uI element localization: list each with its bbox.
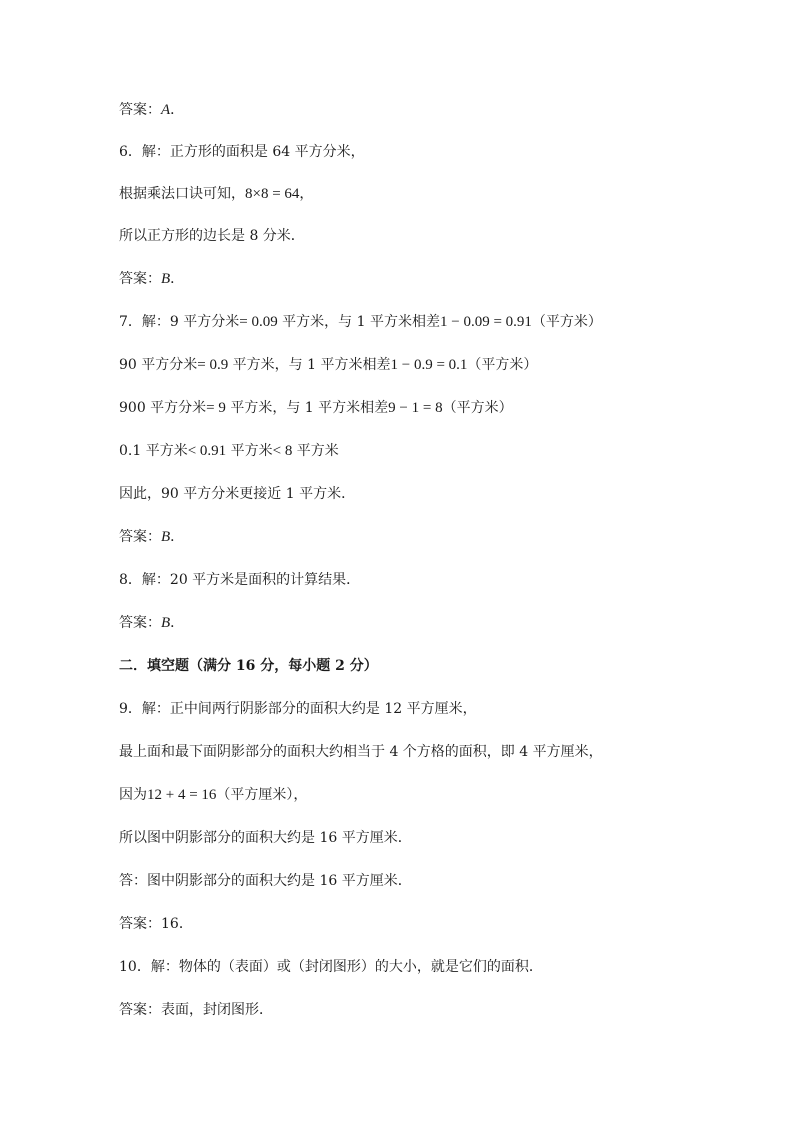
q7-text: 平方米 xyxy=(292,443,339,459)
q6-formula: 8×8 = 64 xyxy=(245,186,300,202)
q7-unit: （平方米） xyxy=(467,357,538,373)
q7-solution-line-3 xyxy=(119,398,513,418)
q9-solution-line-1: 9．解：正中间两行阴影部分的面积大约是 12 平方厘米， xyxy=(119,701,477,717)
q9-solution-line-2: 最上面和最下面阴影部分的面积大约相当于 4 个方格的面积，即 4 平方厘米， xyxy=(119,744,603,760)
q7-unit: （平方米） xyxy=(531,314,602,330)
answer-end: ． xyxy=(170,271,185,287)
answer-8-line xyxy=(119,613,184,633)
q7-difference: 1 − 0.9 = 0.1 xyxy=(390,357,468,373)
q9-text: 因为 xyxy=(119,787,147,803)
answer-label: 答案： xyxy=(119,615,161,631)
q7-text: 平方米，与 1 平方米相差 xyxy=(225,400,389,416)
q7-text: 90 平方分米 xyxy=(119,357,198,373)
answer-end: ． xyxy=(170,615,185,631)
q9-solution-line-4: 所以图中阴影部分的面积大约是 16 平方厘米． xyxy=(119,830,412,846)
q7-solution-line-2 xyxy=(119,355,537,375)
answer-10-line: 答案：表面，封闭图形． xyxy=(119,1002,273,1018)
answer-label: 答案： xyxy=(119,529,161,545)
q7-comparison: < 0.91 xyxy=(187,443,227,459)
answer-end: ． xyxy=(170,529,185,545)
q7-text: 900 平方分米 xyxy=(119,400,207,416)
q6-text: 根据乘法口诀可知， xyxy=(119,186,245,202)
q8-solution-line: 8．解：20 平方米是面积的计算结果． xyxy=(119,572,361,588)
q6-tail: ， xyxy=(299,186,314,202)
answer-6-line xyxy=(119,269,184,289)
q7-solution-line-1 xyxy=(119,312,602,332)
q7-unit: （平方米） xyxy=(442,400,513,416)
answer-label: 答案： xyxy=(119,102,161,118)
answer-7-line xyxy=(119,527,184,547)
answer-choice: A xyxy=(161,102,171,118)
section-heading-fill-in: 二．填空题（满分 16 分，每小题 2 分） xyxy=(119,658,378,674)
q9-solution-line-3 xyxy=(119,785,307,805)
q7-equation: = 0.09 xyxy=(239,314,278,330)
q7-comparison: < 8 xyxy=(272,443,293,459)
q6-solution-line-1: 6．解：正方形的面积是 64 平方分米， xyxy=(119,144,365,160)
answer-5-line xyxy=(119,100,184,120)
q7-conclusion-line: 因此，90 平方分米更接近 1 平方米． xyxy=(119,486,356,502)
q6-solution-line-2 xyxy=(119,184,313,204)
q7-comparison-line xyxy=(119,441,339,461)
q7-difference: 1 − 0.09 = 0.91 xyxy=(440,314,532,330)
q6-solution-line-3: 所以正方形的边长是 8 分米． xyxy=(119,228,305,244)
answer-end: ． xyxy=(170,102,185,118)
q10-solution-line: 10．解：物体的（表面）或（封闭图形）的大小，就是它们的面积． xyxy=(119,959,543,975)
q7-text: 0.1 平方米 xyxy=(119,443,188,459)
q7-text: 7．解：9 平方分米 xyxy=(119,314,240,330)
q7-equation: = 9 xyxy=(206,400,226,416)
q9-answer-statement: 答：图中阴影部分的面积大约是 16 平方厘米． xyxy=(119,873,412,889)
answer-choice: B xyxy=(161,271,171,287)
answer-choice: B xyxy=(161,529,171,545)
q7-text: 平方米，与 1 平方米相差 xyxy=(228,357,391,373)
q7-text: 平方米 xyxy=(226,443,273,459)
q9-unit: （平方厘米）， xyxy=(216,787,308,803)
answer-label: 答案： xyxy=(119,271,161,287)
q7-equation: = 0.9 xyxy=(197,357,229,373)
q7-text: 平方米，与 1 平方米相差 xyxy=(277,314,440,330)
q9-formula: 12 + 4 = 16 xyxy=(147,787,217,803)
q7-difference: 9 − 1 = 8 xyxy=(388,400,443,416)
answer-9-line: 答案：16． xyxy=(119,916,193,932)
answer-choice: B xyxy=(161,615,171,631)
